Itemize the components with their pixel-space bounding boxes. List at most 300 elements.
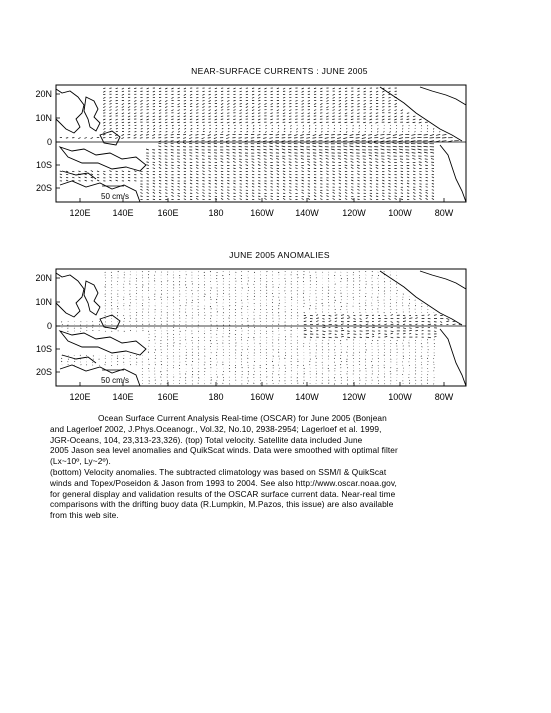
top-vector (333, 174, 335, 175)
top-vector (284, 128, 285, 129)
bottom-vector (291, 297, 292, 298)
bottom-coastline (100, 315, 120, 329)
top-vector (258, 94, 260, 95)
top-vector (140, 138, 143, 139)
top-vector (183, 138, 186, 139)
top-vector (390, 131, 391, 132)
bottom-vector (217, 328, 218, 329)
top-vector (109, 177, 111, 178)
top-vector (339, 177, 341, 178)
top-vector (165, 107, 167, 108)
bottom-vector (210, 297, 211, 298)
top-vector (66, 180, 68, 181)
top-vector (357, 174, 359, 175)
top-vector (209, 196, 211, 197)
top-vector (78, 138, 80, 139)
bottom-vector (391, 331, 394, 332)
top-vector (184, 131, 186, 132)
bottom-vector (241, 359, 242, 360)
top-vector (109, 122, 111, 123)
top-vector (322, 125, 323, 126)
bottom-vector (279, 300, 280, 301)
top-vector (351, 116, 353, 117)
bottom-vector (397, 324, 399, 325)
bottom-vector (248, 337, 249, 338)
top-vector (128, 116, 130, 117)
top-vector (283, 88, 285, 89)
bottom-vector (372, 271, 373, 272)
top-vector (91, 174, 93, 175)
top-vector (266, 125, 267, 126)
bottom-vector (403, 321, 406, 322)
bottom-vector (353, 353, 354, 354)
top-vector (346, 128, 347, 129)
bottom-vector (260, 290, 261, 291)
top-vector (388, 199, 390, 200)
top-vector (239, 143, 242, 144)
bottom-x-tick-label: 180 (208, 392, 224, 402)
top-vector (147, 162, 149, 163)
top-vector (159, 161, 161, 162)
top-vector (239, 153, 242, 154)
top-vector (227, 119, 229, 120)
top-vector (177, 159, 180, 160)
top-vector (239, 146, 242, 147)
top-vector (165, 174, 167, 175)
bottom-vector (149, 334, 150, 335)
bottom-vector (278, 324, 279, 325)
top-vector (264, 88, 266, 89)
top-vector (258, 122, 261, 123)
top-vector (362, 146, 366, 147)
bottom-vector (328, 296, 329, 297)
bottom-vector (61, 361, 62, 362)
top-vector (66, 171, 68, 172)
top-vector (178, 97, 180, 98)
top-vector (252, 116, 254, 117)
top-vector (116, 128, 118, 129)
top-vector (116, 100, 118, 101)
top-vector (332, 162, 335, 163)
top-vector (295, 159, 298, 160)
bottom-vector (341, 336, 344, 337)
bottom-vector (409, 328, 411, 329)
top-vector (289, 88, 291, 89)
bottom-vector (347, 333, 349, 334)
top-vector (417, 143, 421, 144)
top-vector (215, 180, 217, 181)
top-vector (246, 162, 249, 163)
top-vector (370, 187, 372, 188)
top-vector (215, 131, 217, 132)
top-vector (264, 186, 266, 187)
top-vector (264, 91, 266, 92)
bottom-vector (366, 284, 367, 285)
bottom-vector (167, 340, 168, 341)
top-vector (296, 131, 297, 132)
top-vector (395, 198, 397, 199)
bottom-vector (80, 355, 81, 356)
top-vector (196, 110, 198, 111)
bottom-vector (229, 336, 230, 337)
top-vector (271, 174, 273, 175)
top-coastline (420, 87, 466, 105)
top-vector (283, 97, 285, 98)
top-vector (202, 181, 204, 182)
top-vector (165, 159, 168, 160)
bottom-vector (434, 343, 435, 344)
top-vector (359, 125, 360, 126)
bottom-vector (409, 330, 412, 331)
top-vector (233, 119, 235, 120)
top-vector (344, 155, 347, 156)
top-vector (147, 193, 149, 194)
top-vector (252, 193, 254, 194)
top-vector (178, 104, 180, 105)
top-vector (370, 94, 372, 95)
top-vector (357, 199, 359, 200)
top-vector (227, 104, 229, 105)
top-vector (401, 199, 403, 200)
top-vector (345, 113, 347, 114)
top-vector (202, 174, 204, 175)
top-vector (232, 143, 235, 144)
top-scale-label: 50 cm/s (101, 192, 130, 201)
top-vector (147, 100, 149, 101)
bottom-vector (334, 377, 335, 378)
bottom-vector (266, 287, 267, 288)
top-vector (147, 104, 149, 105)
top-vector (178, 168, 180, 169)
top-vector (240, 113, 242, 114)
top-vector (406, 152, 410, 153)
top-vector (215, 91, 217, 92)
top-vector (430, 152, 434, 153)
top-vector (122, 125, 124, 126)
top-vector (190, 94, 192, 95)
top-vector (357, 104, 359, 105)
top-vector (401, 177, 403, 178)
top-vector (363, 165, 366, 166)
bottom-vector (198, 377, 199, 378)
top-vector (424, 152, 428, 153)
bottom-vector (391, 333, 393, 334)
top-vector (431, 165, 434, 166)
top-vector (320, 196, 322, 197)
top-vector (426, 196, 428, 197)
top-vector (325, 149, 329, 150)
top-vector (178, 183, 180, 184)
bottom-vector (223, 380, 224, 381)
top-vector (423, 143, 427, 144)
top-vector (177, 146, 180, 147)
top-vector (153, 186, 155, 187)
top-vector (184, 119, 186, 120)
top-vector (240, 177, 242, 178)
top-vector (140, 186, 142, 187)
top-vector (221, 100, 223, 101)
top-vector (351, 183, 353, 184)
top-vector (326, 165, 329, 166)
top-vector (233, 149, 236, 150)
top-vector (190, 155, 193, 156)
bottom-vector (155, 358, 156, 359)
top-vector (122, 135, 125, 136)
top-vector (202, 107, 204, 108)
top-vector (388, 122, 391, 123)
bottom-vector (155, 350, 156, 351)
bottom-vector (254, 291, 255, 292)
bottom-vector (341, 361, 342, 362)
top-vector (320, 171, 322, 172)
top-vector (353, 125, 354, 126)
bottom-vector (185, 377, 186, 378)
top-vector (300, 143, 304, 144)
top-vector (270, 155, 273, 156)
top-vector (257, 146, 260, 147)
top-vector (271, 168, 273, 169)
top-vector (171, 180, 173, 181)
top-vector (289, 199, 291, 200)
top-vector (253, 128, 254, 129)
top-vector (364, 88, 366, 89)
bottom-vector (254, 383, 255, 384)
top-vector (147, 174, 149, 175)
top-vector (147, 131, 149, 132)
bottom-vector (217, 311, 218, 312)
bottom-vector (260, 365, 261, 366)
bottom-vector (105, 294, 106, 295)
top-vector (222, 125, 223, 126)
top-vector (221, 122, 224, 123)
bottom-vector (167, 371, 168, 372)
top-vector (370, 91, 372, 92)
bottom-vector (328, 343, 329, 344)
top-vector (376, 171, 378, 172)
top-vector (390, 128, 391, 129)
top-vector (388, 100, 390, 101)
top-vector (376, 180, 378, 181)
bottom-vector (136, 362, 137, 363)
top-vector (252, 94, 254, 95)
top-vector (209, 110, 211, 111)
top-vector (364, 187, 366, 188)
top-vector (326, 158, 329, 159)
bottom-vector (316, 321, 318, 322)
bottom-vector (365, 309, 366, 310)
bottom-vector (335, 315, 338, 316)
bottom-vector (285, 339, 286, 340)
bottom-vector (366, 324, 368, 325)
top-vector (190, 183, 192, 184)
bottom-vector (210, 271, 211, 272)
top-vector (158, 143, 161, 144)
top-coastline (440, 145, 466, 202)
bottom-vector (211, 288, 212, 289)
top-vector (395, 186, 397, 187)
top-vector (116, 174, 118, 175)
top-vector (159, 168, 161, 169)
top-vector (178, 196, 180, 197)
top-vector (227, 113, 229, 114)
top-vector (295, 168, 297, 169)
top-vector (246, 186, 248, 187)
bottom-vector (142, 315, 143, 316)
top-vector (308, 190, 310, 191)
bottom-vector (347, 352, 348, 353)
top-vector (251, 138, 254, 139)
top-vector (374, 143, 378, 144)
top-vector (110, 128, 112, 129)
top-vector (388, 91, 390, 92)
top-vector (103, 119, 105, 120)
top-vector (60, 177, 62, 178)
top-vector (302, 104, 304, 105)
top-vector (239, 119, 241, 120)
top-vector (153, 190, 155, 191)
top-vector (289, 116, 291, 117)
top-vector (334, 128, 335, 129)
top-vector (184, 196, 186, 197)
bottom-vector (427, 383, 428, 384)
top-vector (326, 156, 329, 157)
top-vector (196, 165, 198, 166)
top-vector (313, 159, 316, 160)
top-vector (351, 119, 354, 120)
bottom-vector (353, 358, 354, 359)
top-vector (314, 193, 316, 194)
top-vector (220, 143, 223, 144)
bottom-vector (322, 299, 323, 300)
top-vector (153, 158, 155, 159)
top-vector (419, 189, 421, 190)
top-vector (345, 88, 347, 89)
top-vector (401, 193, 403, 194)
bottom-vector (403, 315, 405, 316)
top-vector (190, 199, 192, 200)
top-vector (320, 180, 322, 181)
top-vector (122, 177, 124, 178)
top-vector (221, 183, 223, 184)
top-vector (320, 116, 322, 117)
top-vector (165, 88, 167, 89)
top-vector (297, 128, 298, 129)
top-vector (202, 193, 204, 194)
top-vector (371, 131, 372, 132)
top-vector (306, 138, 310, 139)
top-vector (308, 164, 310, 165)
bottom-vector (161, 340, 162, 341)
top-vector (374, 141, 378, 142)
top-vector (401, 183, 403, 184)
top-vector (196, 116, 198, 117)
top-vector (364, 180, 366, 181)
top-vector (227, 155, 230, 156)
top-vector (233, 88, 235, 89)
top-vector (357, 189, 359, 190)
top-vector (240, 193, 242, 194)
top-vector (263, 149, 266, 150)
bottom-vector (366, 334, 369, 335)
top-vector (140, 189, 142, 190)
bottom-vector (105, 272, 106, 273)
top-vector (393, 135, 397, 136)
top-vector (364, 104, 366, 105)
top-vector (395, 110, 397, 111)
top-vector (184, 100, 186, 101)
top-vector (178, 116, 180, 117)
top-vector (252, 122, 255, 123)
top-vector (196, 135, 199, 136)
top-vector (432, 190, 434, 191)
top-vector (388, 97, 390, 98)
top-vector (442, 135, 446, 136)
top-vector (289, 193, 291, 194)
top-vector (353, 128, 354, 129)
top-vector (214, 135, 217, 136)
top-vector (202, 190, 204, 191)
bottom-vector (167, 324, 168, 325)
top-vector (325, 152, 328, 153)
top-vector (184, 183, 186, 184)
top-vector (351, 94, 353, 95)
top-vector (165, 110, 167, 111)
top-vector (419, 186, 421, 187)
top-vector (246, 104, 248, 105)
top-vector (415, 131, 416, 132)
top-vector (159, 180, 161, 181)
bottom-vector (304, 330, 307, 331)
top-vector (228, 131, 230, 132)
top-vector (432, 180, 434, 181)
bottom-vector (278, 312, 279, 313)
top-vector (368, 143, 372, 144)
top-vector (393, 143, 397, 144)
bottom-vector (260, 321, 261, 322)
top-vector (196, 119, 198, 120)
top-vector (165, 135, 168, 136)
top-y-tick-label: 10N (35, 113, 52, 123)
bottom-vector (223, 374, 224, 375)
top-vector (339, 171, 341, 172)
top-vector (363, 122, 366, 123)
top-vector (190, 190, 192, 191)
top-vector (159, 113, 161, 114)
bottom-vector (329, 321, 332, 322)
bottom-y-tick-label: 20N (35, 273, 52, 283)
top-vector (240, 88, 242, 89)
top-vector (190, 119, 192, 120)
top-vector (271, 116, 273, 117)
bottom-vector (316, 373, 317, 374)
bottom-vector (136, 312, 137, 313)
top-vector (288, 143, 292, 144)
top-vector (351, 180, 353, 181)
top-vector (301, 152, 304, 153)
top-vector (183, 143, 186, 144)
top-vector (368, 138, 372, 139)
bottom-x-tick-label: 100W (388, 392, 412, 402)
bottom-vector (434, 331, 436, 332)
bottom-vector (396, 343, 397, 344)
top-vector (159, 150, 162, 151)
bottom-vector (99, 324, 100, 325)
top-vector (402, 131, 403, 132)
top-vector (252, 119, 254, 120)
top-vector (413, 174, 415, 175)
bottom-coastline (84, 281, 100, 315)
top-vector (277, 91, 279, 92)
